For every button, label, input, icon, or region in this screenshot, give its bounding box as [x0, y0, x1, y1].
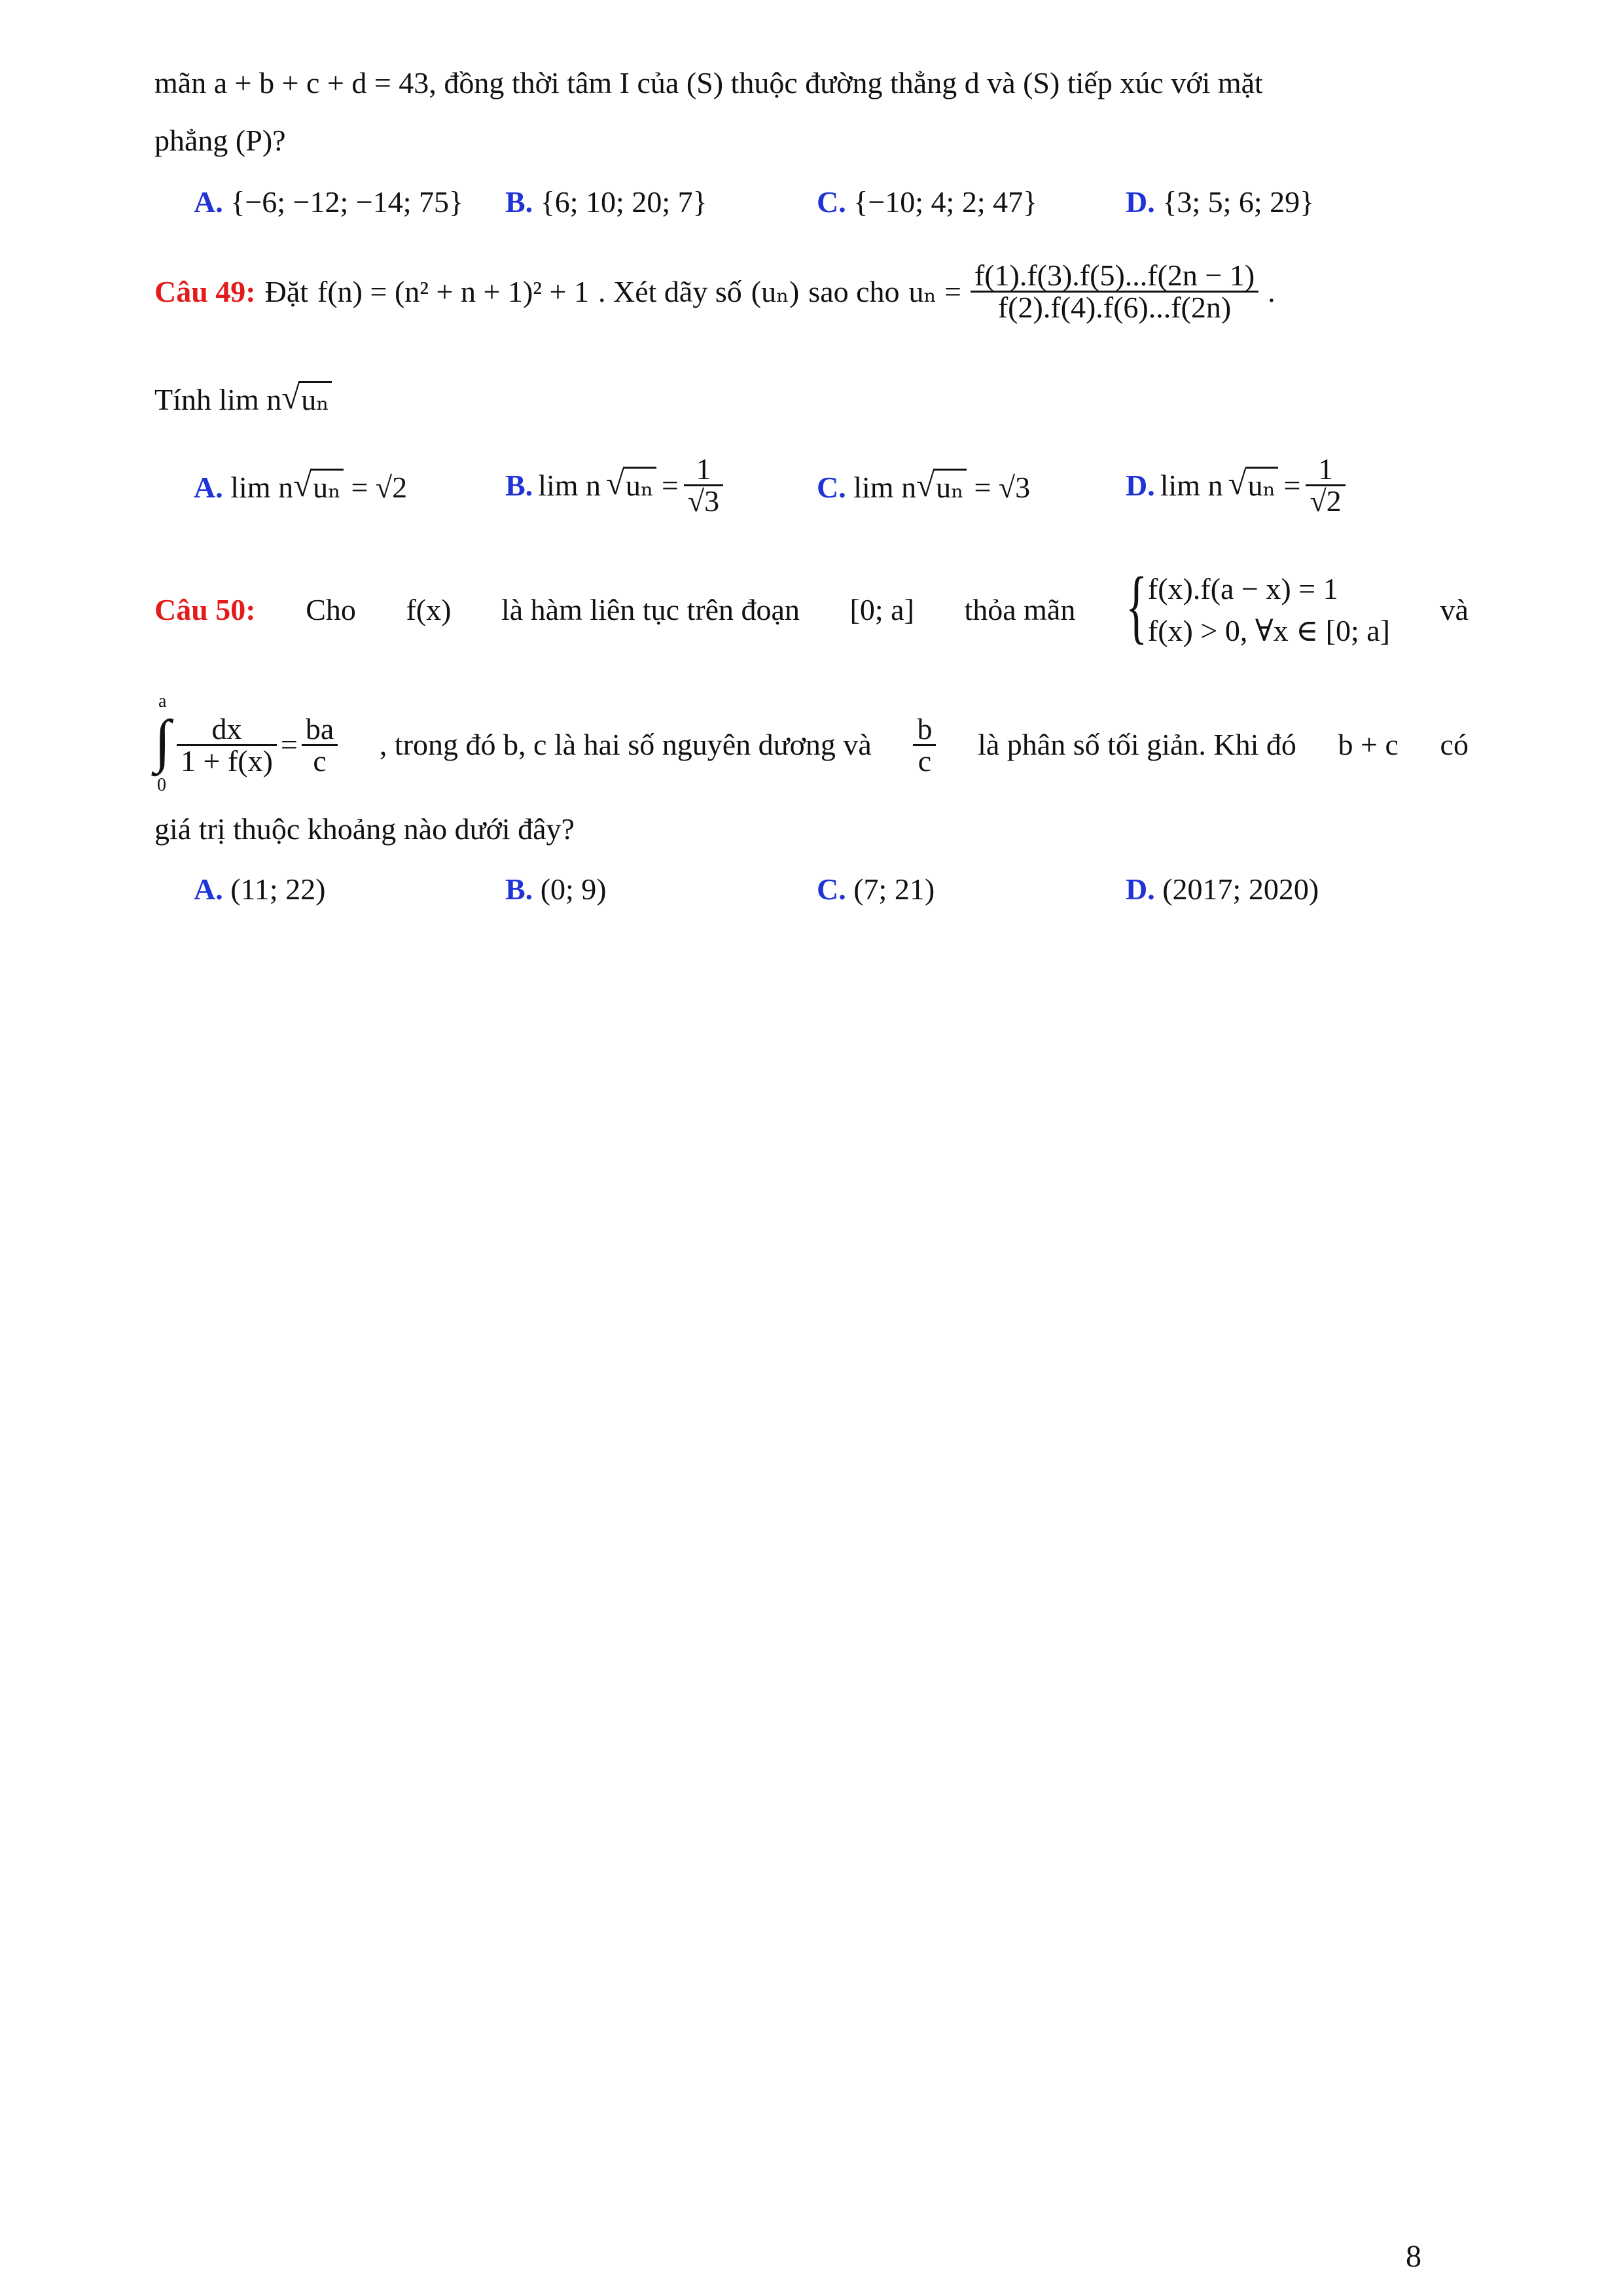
q49-option-a: A. lim n √ uₙ = √2 [194, 467, 408, 504]
q50-line2: a ∫ 0 $\frac{dx}{1 + f(x)}$ = $\frac{ba}{c}$ , trong đó b, c là hai số nguyên dương và $\frac{b}{c}$ là phân số tối giản. Khi đó b + c có [154, 691, 1469, 795]
q49-ask: Tính lim n √ uₙ [154, 385, 332, 415]
q50-option-b: B. (0; 9) [505, 872, 607, 906]
q49-fn-definition: f(n) = (n² + n + 1)² + 1 [317, 274, 589, 308]
q50-option-a: A. (11; 22) [194, 872, 326, 906]
q50-option-c: C. (7; 21) [817, 872, 935, 906]
q50-option-d: D. (2017; 2020) [1126, 872, 1319, 906]
integral-sign-symbol: ∫ [154, 709, 171, 774]
q49-option-d: D. lim n √ uₙ = $\frac{1}{√2}$ [1126, 454, 1346, 516]
q50-label: Câu 50: [154, 593, 256, 626]
q49-label: Câu 49: [154, 274, 256, 308]
q48-line2: phẳng (P)? [154, 124, 286, 157]
q50-equation-system: { f(x).f(a − x) = 1 f(x) > 0, ∀x ∈ [0; a] [1125, 561, 1390, 652]
q48-option-b: B. {6; 10; 20; 7} [505, 185, 707, 219]
q48-option-d: D. {3; 5; 6; 29} [1126, 185, 1315, 219]
q48-sum-expr: a + b + c + d = 43 [213, 66, 429, 99]
q49-line1: Câu 49: Đặt f(n) = (n² + n + 1)² + 1 . Xét dãy số (uₙ) sao cho uₙ = $\frac{f(1).f(3).f(5)...f(2n - 1)}{f(2).f(4).f(6)...f(2n)}$ . [154, 259, 1275, 324]
q50-line3: giá trị thuộc khoảng nào dưới đây? [154, 812, 575, 846]
left-brace-symbol: { [1125, 561, 1148, 652]
q48-option-c: C. {−10; 4; 2; 47} [817, 185, 1038, 219]
sqrt-symbol: √ uₙ [281, 385, 332, 415]
q50-line1: Câu 50: Cho f(x) là hàm liên tục trên đoạn [0; a] thỏa mãn { f(x).f(a − x) = 1 f(x) > 0, ∀x ∈ [0; a] và [154, 561, 1469, 652]
q49-option-c: C. lim n √ uₙ = √3 [817, 467, 1031, 504]
page-number: 8 [1406, 2239, 1421, 2274]
q49-un-fraction: $\frac{f(1).f(3).f(5)...f(2n - 1)}{f(2).f(4).f(6)...f(2n)}$ [971, 260, 1258, 323]
q49-option-b: B. lim n √ uₙ = $\frac{1}{√3}$ [505, 454, 723, 516]
q48-option-a: A. {−6; −12; −14; 75} [194, 185, 464, 219]
q50-integral: a ∫ 0 $\frac{dx}{1 + f(x)}$ = $\frac{ba}{c}$ [154, 699, 338, 791]
q48-line1: mãn a + b + c + d = 43, đồng thời tâm I của (S) thuộc đường thẳng d và (S) tiếp xúc với mặt [154, 66, 1263, 99]
